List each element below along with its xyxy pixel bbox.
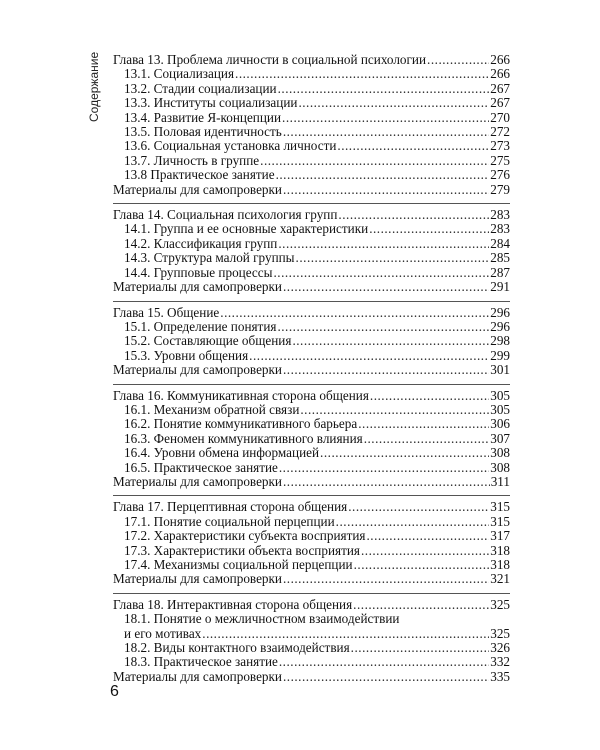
entry-page-number: 299 (490, 347, 510, 363)
entry-page-number: 306 (490, 416, 510, 432)
leader-dots (351, 641, 490, 655)
chapter-heading-row (113, 389, 510, 403)
entry-title: 16.5. Практическое занятие (124, 459, 278, 475)
leader-dots (320, 446, 489, 460)
chapter-title: Глава 17. Перцептивная сторона общения (113, 499, 348, 515)
entry-page-number: 308 (490, 445, 510, 461)
toc-entry-row (113, 529, 510, 543)
leader-dots (292, 334, 489, 348)
chapter-heading-row (113, 500, 510, 514)
entry-page-number: 317 (490, 528, 510, 544)
toc-entry-row (113, 237, 510, 251)
running-header-label: Содержание (87, 51, 101, 122)
chapter-title: Материалы для самопроверки (113, 362, 282, 378)
leader-dots (249, 349, 489, 363)
leader-dots (364, 432, 490, 446)
chapter-heading-row (113, 208, 510, 222)
leader-dots (298, 96, 489, 110)
entry-title: 15.3. Уровни общения (124, 347, 249, 363)
chapter-block (113, 496, 510, 593)
entry-title: 13.4. Развитие Я-концепции (124, 109, 282, 125)
chapter-page-number: 296 (490, 304, 510, 320)
leader-dots (283, 475, 490, 489)
toc-entry-row (113, 403, 510, 417)
entry-title: 14.3. Структура малой группы (124, 250, 295, 266)
entry-page-number: 287 (490, 264, 510, 280)
chapter-page-number: 279 (490, 181, 510, 197)
leader-dots (427, 53, 489, 67)
entry-title: 18.3. Практическое занятие (124, 654, 278, 670)
chapter-block (113, 594, 510, 690)
entry-page-number: 267 (490, 95, 510, 111)
leader-dots (337, 139, 489, 153)
entry-title: 16.1. Механизм обратной связи (124, 401, 300, 417)
chapter-page-number: 266 (490, 52, 510, 67)
entry-page-number: 267 (490, 80, 510, 96)
entry-title: 14.4. Групповые процессы (124, 264, 273, 280)
chapter-title: Глава 13. Проблема личности в социальной психологии (113, 52, 427, 67)
chapter-page-number: 335 (490, 668, 510, 684)
toc-entry-row (113, 417, 510, 431)
leader-dots (279, 461, 489, 475)
entry-title: 13.2. Стадии социализации (124, 80, 277, 96)
leader-dots (278, 237, 489, 251)
toc-entry-row (113, 154, 510, 168)
leader-dots (353, 598, 489, 612)
chapter-heading-row (113, 53, 510, 67)
entry-page-number: 307 (490, 430, 510, 446)
entry-title-line (113, 612, 510, 626)
chapter-title: Материалы для самопроверки (113, 571, 282, 587)
chapter-block (113, 52, 510, 204)
entry-title: 13.6. Социальная установка личности (124, 138, 337, 154)
entry-title: 15.2. Составляющие общения (124, 333, 292, 349)
chapter-title: Материалы для самопроверки (113, 668, 282, 684)
toc-entry-row (113, 96, 510, 110)
chapter-page-number: 291 (490, 279, 510, 295)
chapter-page-number: 325 (490, 596, 510, 612)
chapter-heading-row (113, 598, 510, 612)
leader-dots (277, 320, 489, 334)
leader-dots (296, 251, 490, 265)
entry-page-number: 273 (490, 138, 510, 154)
entry-page-number: 283 (490, 221, 510, 237)
entry-page-number: 276 (490, 167, 510, 183)
entry-title: 17.2. Характеристики субъекта восприятия (124, 528, 366, 544)
chapter-title: Глава 16. Коммуникативная сторона общения (113, 387, 369, 403)
entry-title-continuation: и его мотивах (124, 625, 202, 641)
leader-dots (283, 572, 489, 586)
entry-page-number: 315 (490, 513, 510, 529)
entry-page-number: 284 (490, 235, 510, 251)
leader-dots (276, 168, 490, 182)
entry-title: 13.3. Институты социализации (124, 95, 298, 111)
leader-dots (348, 500, 489, 514)
chapter-page-number: 315 (490, 499, 510, 515)
toc-entry-row (113, 432, 510, 446)
leader-dots (282, 111, 489, 125)
toc-entry-row (113, 222, 510, 236)
leader-dots (370, 389, 489, 403)
leader-dots (300, 403, 489, 417)
entry-page-number: 305 (490, 401, 510, 417)
chapter-page-number: 283 (490, 207, 510, 223)
chapter-block (113, 302, 510, 385)
toc-entry-row (113, 125, 510, 139)
toc-entry-row (113, 641, 510, 655)
entry-page-number: 325 (490, 625, 510, 641)
entry-title: 17.1. Понятие социальной перцепции (124, 513, 335, 529)
self-check-materials-row (113, 183, 510, 197)
leader-dots (338, 208, 489, 222)
chapter-title: Материалы для самопроверки (113, 181, 282, 197)
self-check-materials-row (113, 670, 510, 684)
leader-dots (358, 417, 489, 431)
self-check-materials-row (113, 475, 510, 489)
chapter-title: Материалы для самопроверки (113, 473, 282, 489)
entry-title: 17.4. Механизмы социальной перцепции (124, 557, 353, 572)
toc-entry-row (113, 168, 510, 182)
toc-entry-row (113, 612, 510, 641)
entry-title: 13.5. Половая идентичность (124, 124, 282, 140)
leader-dots (283, 125, 489, 139)
leader-dots (369, 222, 489, 236)
toc-entry-row (113, 251, 510, 265)
entry-title: 13.1. Социализация (124, 66, 235, 82)
entry-title: 14.2. Классификация групп (124, 235, 278, 251)
entry-title: 16.4. Уровни обмена информацией (124, 445, 320, 461)
entry-title: 13.7. Личность в группе (124, 152, 260, 168)
entry-page-number: 326 (490, 640, 510, 656)
toc-entry-row (113, 139, 510, 153)
leader-dots (278, 82, 490, 96)
chapter-page-number: 301 (490, 362, 510, 378)
page-number: 6 (110, 683, 119, 700)
toc-entry-row (113, 544, 510, 558)
toc-entry-row (113, 558, 510, 572)
toc-entry-row (113, 655, 510, 669)
toc-entry-row (113, 266, 510, 280)
entry-page-number: 298 (490, 333, 510, 349)
leader-dots (283, 183, 489, 197)
entry-page-number: 318 (490, 557, 510, 572)
entry-title-continuation-line (113, 627, 510, 641)
toc-entry-row (113, 349, 510, 363)
entry-page-number: 308 (490, 459, 510, 475)
leader-dots (283, 280, 489, 294)
leader-dots (366, 529, 489, 543)
table-of-contents (113, 52, 510, 690)
self-check-materials-row (113, 280, 510, 294)
leader-dots (273, 266, 489, 280)
toc-entry-row (113, 334, 510, 348)
toc-entry-row (113, 461, 510, 475)
entry-page-number: 285 (490, 250, 510, 266)
toc-entry-row (113, 82, 510, 96)
toc-entry-row (113, 515, 510, 529)
leader-dots (283, 670, 489, 684)
entry-page-number: 270 (490, 109, 510, 125)
leader-dots (235, 67, 489, 81)
entry-title: 15.1. Определение понятия (124, 318, 277, 334)
leader-dots (279, 655, 489, 669)
self-check-materials-row (113, 572, 510, 586)
entry-title: 18.2. Виды контактного взаимодействия (124, 640, 350, 656)
leader-dots (336, 515, 490, 529)
toc-entry-row (113, 446, 510, 460)
chapter-title: Глава 18. Интерактивная сторона общения (113, 596, 353, 612)
chapter-block (113, 204, 510, 301)
chapter-title: Глава 15. Общение (113, 304, 220, 320)
leader-dots (220, 306, 489, 320)
leader-dots (260, 154, 489, 168)
entry-title: 18.1. Понятие о межличностном взаимодействии (124, 611, 400, 627)
entry-page-number: 318 (490, 542, 510, 558)
chapter-heading-row (113, 306, 510, 320)
entry-page-number: 266 (490, 66, 510, 82)
entry-page-number: 275 (490, 152, 510, 168)
entry-title: 16.3. Феномен коммуникативного влияния (124, 430, 363, 446)
chapter-title: Глава 14. Социальная психология групп (113, 207, 338, 223)
entry-page-number: 332 (490, 654, 510, 670)
leader-dots (202, 627, 489, 641)
chapter-page-number: 305 (490, 387, 510, 403)
chapter-title: Материалы для самопроверки (113, 279, 282, 295)
chapter-block (113, 385, 510, 497)
toc-entry-row (113, 320, 510, 334)
leader-dots (361, 544, 489, 558)
toc-entry-row (113, 67, 510, 81)
entry-page-number: 296 (490, 318, 510, 334)
entry-page-number: 272 (490, 124, 510, 140)
entry-title: 13.8 Практическое занятие (124, 167, 275, 183)
entry-title: 16.2. Понятие коммуникативного барьера (124, 416, 358, 432)
self-check-materials-row (113, 363, 510, 377)
leader-dots (354, 558, 490, 572)
toc-entry-row (113, 111, 510, 125)
chapter-page-number: 311 (490, 473, 510, 489)
chapter-page-number: 321 (490, 571, 510, 587)
entry-title: 17.3. Характеристики объекта восприятия (124, 542, 360, 558)
leader-dots (283, 363, 489, 377)
entry-title: 14.1. Группа и ее основные характеристики (124, 221, 369, 237)
